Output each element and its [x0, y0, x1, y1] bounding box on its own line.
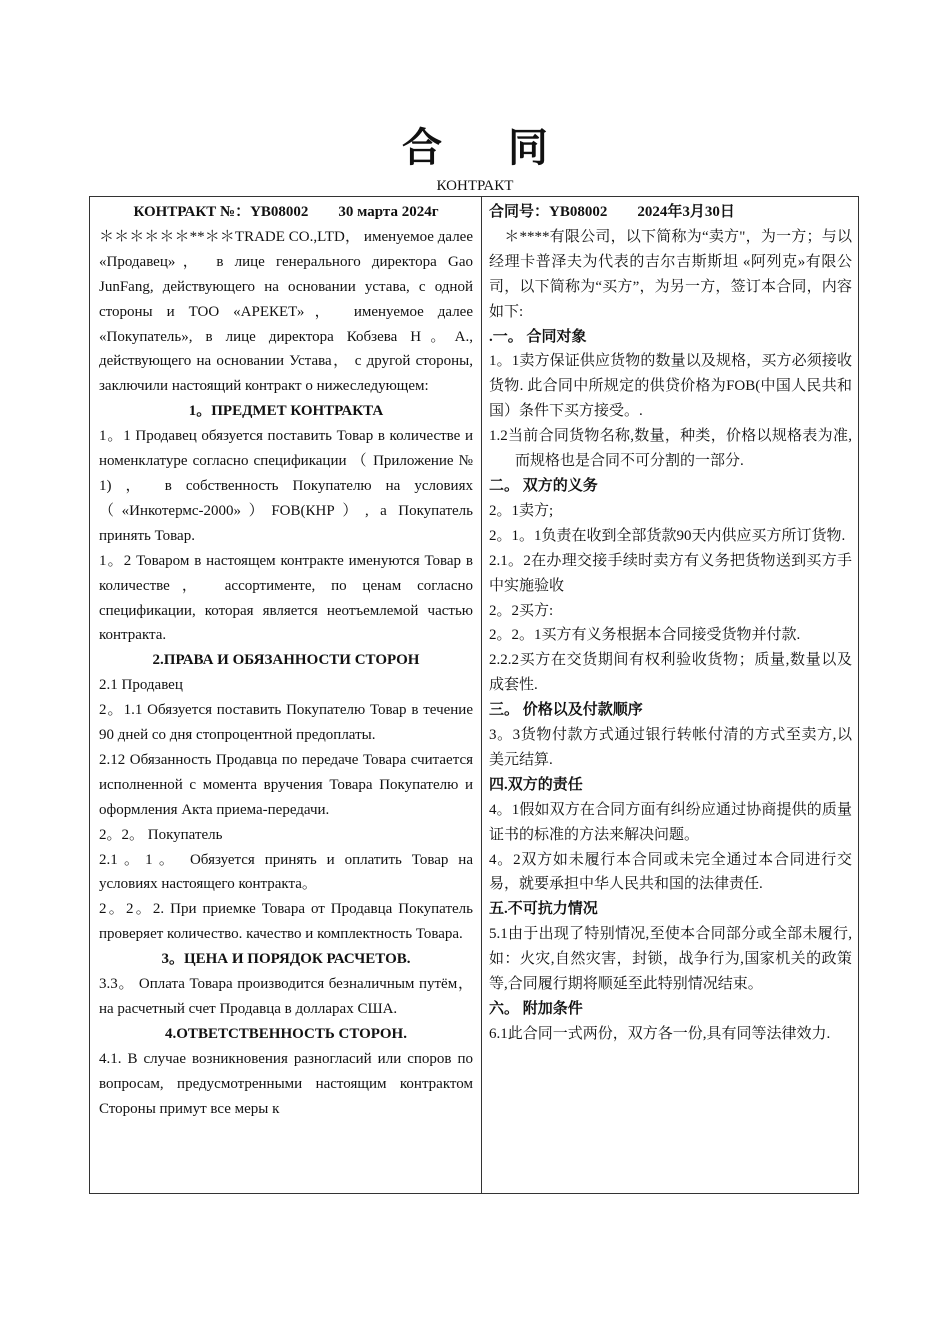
column-divider	[481, 197, 482, 1193]
zh-paragraph: 5.1由于出现了特别情况,至使本合同部分或全部未履行,如：火灾,自然灾害，封锁，战争行为,国家机关的政策等,合同履行期将顺延至此特别情况结束。	[489, 926, 852, 993]
contract-subtitle: КОНТРАКТ	[436, 178, 514, 194]
zh-paragraph: 2.1。2在办理交接手续时卖方有义务把货物送到买方手中实施验收	[489, 552, 852, 594]
ru-paragraph: 2.1 Продавец	[99, 677, 183, 694]
zh-paragraph: 4。2双方如未履行本合同或未完全通过本合同进行交易，就要承担中华人民共和国的法律责任.	[489, 851, 852, 893]
zh-section-heading: 二。 双方的义务	[489, 477, 598, 494]
zh-paragraph: 2。1。1负责在收到全部货款90天内供应买方所订货物.	[489, 527, 846, 544]
ru-section-heading: 2.ПРАВА И ОБЯЗАННОСТИ СТОРОН	[152, 652, 420, 669]
ru-paragraph: 1。1 Продавец обязуется поставить Товар в количестве и номенклатуре согласно спецификации （ Приложение № 1) ， в собственность Покупателю на условиях （«Инкотермс-2000»）FOB(КНР）, а Покупатель принять Товар.	[99, 428, 473, 544]
zh-section-heading: 六。 附加条件	[489, 1001, 583, 1017]
zh-section-heading: .一。 合同对象	[489, 328, 587, 345]
zh-section-heading: 三。 价格以及付款顺序	[489, 702, 643, 719]
zh-section-heading: 四.双方的责任	[489, 776, 583, 793]
chinese-column	[489, 200, 852, 1047]
zh-paragraph: 1。1卖方保证供应货物的数量以及规格，买方必须接收货物. 此合同中所规定的供贷价格为FOB(中国人民共和国）条件下买方接受。.	[489, 353, 852, 420]
ru-paragraph: 2。2。 Покупатель	[99, 826, 223, 843]
ru-paragraph: 2.12 Обязанность Продавца по передаче Товара считается исполненной с момента вручения Товара Покупателю и оформления Акта приема-передачи.	[99, 751, 473, 818]
zh-paragraph: 1.2当前合同货物名称,数量，种类，价格以规格表为准,而规格也是合同不可分割的一部分.	[489, 428, 852, 470]
ru-section-heading: 1。ПРЕДМЕТ КОНТРАКТА	[188, 403, 384, 420]
contract-title: 合 同	[402, 125, 576, 170]
contract-table	[89, 196, 859, 1194]
ru-paragraph: 4.1. В случае возникновения разногласий или споров по вопросам, предусмотренными настоящим контрактом Стороны примут все меры к	[99, 1050, 473, 1117]
ru-paragraph: 2.1。1。 Обязуется принять и оплатить Товар на условиях настоящего контракта。	[99, 851, 473, 893]
ru-section-heading: 4.ОТВЕТСТВЕННОСТЬ СТОРОН.	[165, 1025, 407, 1042]
zh-paragraph: 2。1卖方;	[489, 502, 554, 519]
zh-paragraph: 2。2买方:	[489, 602, 554, 619]
zh-paragraph: 2。2。1买方有义务根据本合同接受货物并付款.	[489, 627, 801, 644]
zh-paragraph: 3。3货物付款方式通过银行转帐付清的方式至卖方,以美元结算.	[489, 727, 852, 768]
zh-paragraph: ＊****有限公司，以下简称为“卖方"，为一方；与以经理卡普泽夫为代表的吉尔吉斯斯坦 «阿列克»有限公司，以下简称为“买方”，为另一方，签订本合同，内容如下:	[489, 228, 852, 320]
ru-paragraph: 2。1.1 Обязуется поставить Покупателю Товар в течение 90 дней со дня стопроцентной предоплаты.	[99, 702, 473, 744]
zh-paragraph: 6.1此合同一式两份，双方各一份,具有同等法律效力.	[489, 1025, 831, 1042]
zh-paragraph: 4。1假如双方在合同方面有纠纷应通过协商提供的质量证书的标准的方法来解决问题。	[489, 801, 852, 843]
zh-paragraph: 2.2.2买方在交货期间有权利验收货物；质量,数量以及成套性.	[489, 652, 852, 694]
ru-section-heading: КОНТРАКТ №：YB08002 30 марта 2024г	[133, 204, 439, 220]
ru-paragraph: 3.3。 Оплата Товара производится безналичным путём， на расчетный счет Продавца в долларах США.	[99, 976, 473, 1017]
ru-paragraph: 1。2 Товаром в настоящем контракте именуются Товар в количестве， ассортименте, по ценам согласно спецификации, которая является неотъемлемой частью контракта.	[99, 552, 473, 644]
ru-paragraph: 2。2。2. При приемке Товара от Продавца Покупатель проверяет количество. качество и комплектность Товара.	[99, 901, 473, 943]
zh-section-heading: 合同号：YB08002 2024年3月30日	[489, 204, 735, 220]
ru-paragraph: ＊＊＊＊＊＊**＊＊TRADE CO.,LTD， именуемое далее «Продавец»， в лице генерального директора Gao JunFang, действующего на основании устава, с одной стороны и ТОО «АРЕКЕТ»， именуемое далее «Покупатель», в лице директора Кобзева Н。А., действующего на основании Устава， с другой стороны, заключили настоящий контракт о нижеследующем:	[99, 228, 473, 395]
russian-column	[99, 200, 473, 1122]
zh-section-heading: 五.不可抗力情况	[489, 901, 598, 918]
ru-section-heading: 3。ЦЕНА И ПОРЯДОК РАСЧЕТОВ.	[161, 951, 411, 968]
